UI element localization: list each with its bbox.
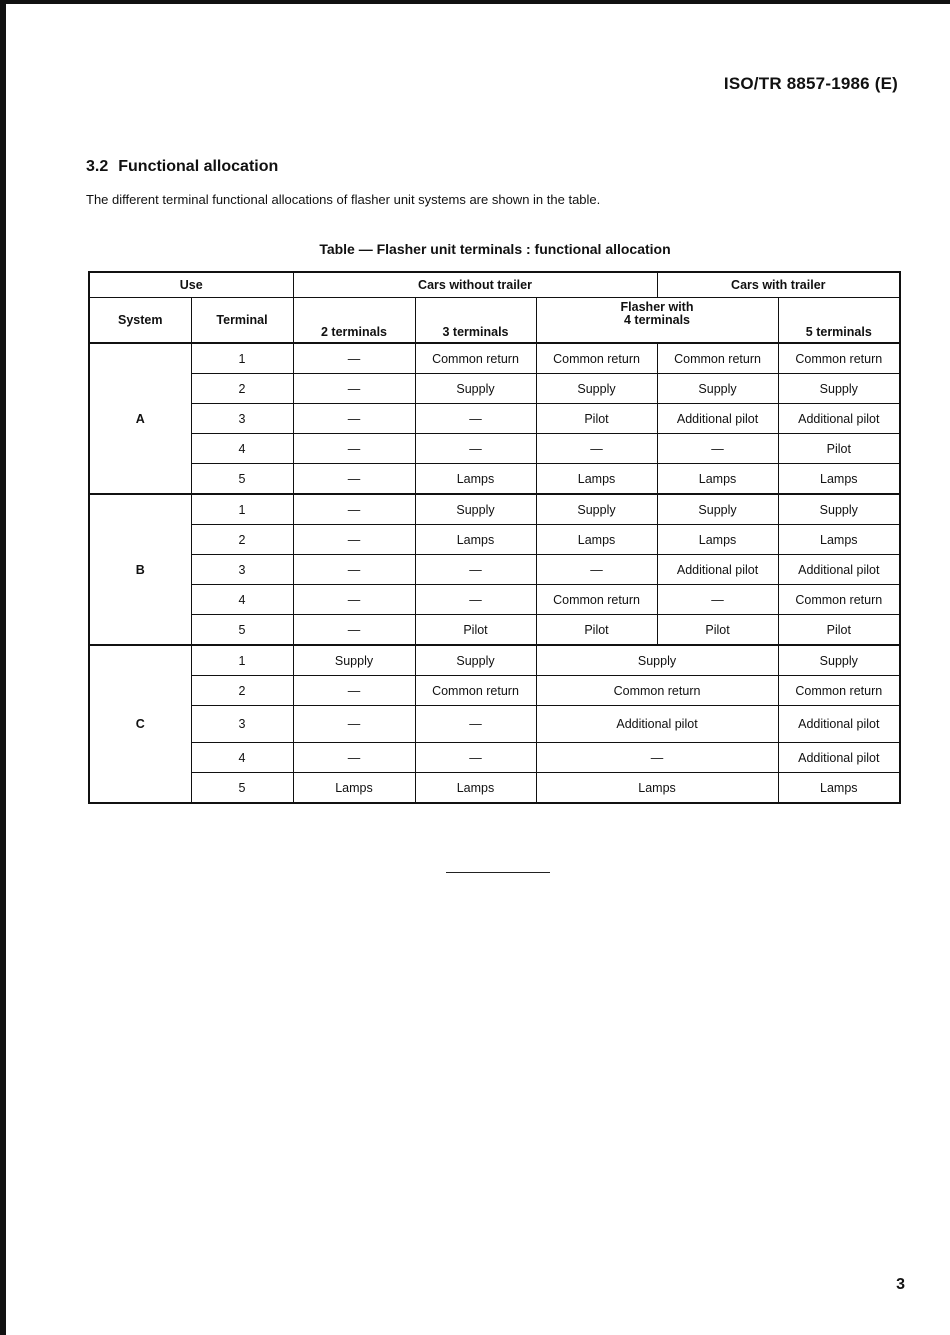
cell-4-terminals-a: Supply bbox=[536, 374, 657, 404]
cell-5-terminals: Common return bbox=[778, 343, 900, 374]
intro-paragraph: The different terminal functional allocations of flasher unit systems are shown in the table. bbox=[86, 192, 601, 207]
scan-edge-top bbox=[0, 0, 950, 4]
cell-2-terminals: — bbox=[293, 555, 415, 585]
table-row bbox=[89, 404, 900, 434]
cell-2-terminals: — bbox=[293, 343, 415, 374]
cell-terminal: 3 bbox=[191, 555, 293, 585]
cell-3-terminals: Common return bbox=[415, 343, 536, 374]
cell-3-terminals: — bbox=[415, 706, 536, 743]
allocation-table bbox=[88, 271, 901, 804]
cell-2-terminals: — bbox=[293, 676, 415, 706]
table-row bbox=[89, 585, 900, 615]
cell-4-terminals: Lamps bbox=[536, 773, 778, 804]
cell-3-terminals: — bbox=[415, 585, 536, 615]
cell-3-terminals: Supply bbox=[415, 645, 536, 676]
cell-4-terminals-b: Additional pilot bbox=[657, 555, 778, 585]
cell-terminal: 4 bbox=[191, 585, 293, 615]
header-cars-with-trailer: Cars with trailer bbox=[657, 272, 900, 298]
header-2-terminals: 2 terminals bbox=[293, 298, 415, 344]
cell-4-terminals-b: Lamps bbox=[657, 464, 778, 495]
cell-5-terminals: Common return bbox=[778, 676, 900, 706]
cell-4-terminals-b: Common return bbox=[657, 343, 778, 374]
cell-3-terminals: — bbox=[415, 555, 536, 585]
cell-2-terminals: — bbox=[293, 615, 415, 646]
cell-2-terminals: — bbox=[293, 404, 415, 434]
cell-4-terminals-a: — bbox=[536, 555, 657, 585]
table-caption: Table — Flasher unit terminals : functional allocation bbox=[319, 241, 671, 257]
cell-2-terminals: — bbox=[293, 525, 415, 555]
table-row bbox=[89, 555, 900, 585]
cell-5-terminals: Additional pilot bbox=[778, 743, 900, 773]
cell-terminal: 4 bbox=[191, 434, 293, 464]
cell-3-terminals: — bbox=[415, 743, 536, 773]
header-flasher-4-terminals bbox=[536, 298, 778, 344]
system-label: C bbox=[89, 645, 191, 803]
end-rule bbox=[446, 872, 550, 873]
cell-5-terminals: Additional pilot bbox=[778, 404, 900, 434]
header-4-terminals: 4 terminals bbox=[624, 313, 691, 327]
table-row bbox=[89, 706, 900, 743]
cell-4-terminals-b: — bbox=[657, 434, 778, 464]
table-row bbox=[89, 615, 900, 646]
system-label: A bbox=[89, 343, 191, 494]
cell-2-terminals: — bbox=[293, 706, 415, 743]
table-row bbox=[89, 464, 900, 495]
document-id: ISO/TR 8857-1986 (E) bbox=[723, 74, 898, 93]
table-row bbox=[89, 773, 900, 804]
header-system: System bbox=[89, 298, 191, 344]
table-header-row-1 bbox=[89, 272, 900, 298]
cell-terminal: 1 bbox=[191, 645, 293, 676]
cell-terminal: 2 bbox=[191, 525, 293, 555]
cell-3-terminals: Common return bbox=[415, 676, 536, 706]
cell-terminal: 1 bbox=[191, 343, 293, 374]
cell-5-terminals: Additional pilot bbox=[778, 555, 900, 585]
cell-2-terminals: Supply bbox=[293, 645, 415, 676]
section-title: Functional allocation bbox=[118, 158, 279, 175]
cell-4-terminals: Supply bbox=[536, 645, 778, 676]
header-cars-without-trailer: Cars without trailer bbox=[293, 272, 657, 298]
cell-terminal: 2 bbox=[191, 676, 293, 706]
cell-4-terminals-a: Common return bbox=[536, 585, 657, 615]
header-use: Use bbox=[89, 272, 293, 298]
header-terminal: Terminal bbox=[191, 298, 293, 344]
table-row bbox=[89, 743, 900, 773]
table-row bbox=[89, 676, 900, 706]
cell-4-terminals-a: Supply bbox=[536, 494, 657, 525]
cell-2-terminals: Lamps bbox=[293, 773, 415, 804]
cell-4-terminals-b: Lamps bbox=[657, 525, 778, 555]
cell-3-terminals: Lamps bbox=[415, 773, 536, 804]
cell-3-terminals: — bbox=[415, 404, 536, 434]
cell-2-terminals: — bbox=[293, 494, 415, 525]
cell-3-terminals: Lamps bbox=[415, 525, 536, 555]
cell-2-terminals: — bbox=[293, 585, 415, 615]
cell-3-terminals: Supply bbox=[415, 374, 536, 404]
cell-4-terminals-b: Supply bbox=[657, 374, 778, 404]
cell-5-terminals: Pilot bbox=[778, 615, 900, 646]
cell-5-terminals: Common return bbox=[778, 585, 900, 615]
scan-edge-left bbox=[0, 0, 6, 1335]
table-row bbox=[89, 374, 900, 404]
section-heading bbox=[86, 158, 278, 176]
cell-4-terminals-a: Common return bbox=[536, 343, 657, 374]
table-row bbox=[89, 494, 900, 525]
table-row bbox=[89, 645, 900, 676]
cell-3-terminals: Pilot bbox=[415, 615, 536, 646]
section-number: 3.2 bbox=[86, 158, 109, 175]
cell-4-terminals: Additional pilot bbox=[536, 706, 778, 743]
table-row bbox=[89, 434, 900, 464]
cell-5-terminals: Additional pilot bbox=[778, 706, 900, 743]
cell-4-terminals-a: Pilot bbox=[536, 404, 657, 434]
cell-3-terminals: — bbox=[415, 434, 536, 464]
cell-terminal: 5 bbox=[191, 464, 293, 495]
table-row bbox=[89, 525, 900, 555]
header-flasher-with: Flasher with bbox=[620, 300, 694, 314]
cell-4-terminals-a: — bbox=[536, 434, 657, 464]
cell-4-terminals-b: Pilot bbox=[657, 615, 778, 646]
cell-terminal: 2 bbox=[191, 374, 293, 404]
cell-2-terminals: — bbox=[293, 374, 415, 404]
cell-4-terminals-b: Additional pilot bbox=[657, 404, 778, 434]
cell-4-terminals: — bbox=[536, 743, 778, 773]
cell-2-terminals: — bbox=[293, 464, 415, 495]
cell-2-terminals: — bbox=[293, 743, 415, 773]
cell-5-terminals: Supply bbox=[778, 494, 900, 525]
cell-4-terminals-a: Lamps bbox=[536, 464, 657, 495]
cell-5-terminals: Supply bbox=[778, 645, 900, 676]
cell-3-terminals: Lamps bbox=[415, 464, 536, 495]
cell-terminal: 4 bbox=[191, 743, 293, 773]
cell-4-terminals: Common return bbox=[536, 676, 778, 706]
cell-terminal: 5 bbox=[191, 773, 293, 804]
cell-terminal: 1 bbox=[191, 494, 293, 525]
cell-5-terminals: Pilot bbox=[778, 434, 900, 464]
table-header-row-2 bbox=[89, 298, 900, 344]
cell-5-terminals: Supply bbox=[778, 374, 900, 404]
table-row bbox=[89, 343, 900, 374]
cell-4-terminals-a: Lamps bbox=[536, 525, 657, 555]
cell-4-terminals-a: Pilot bbox=[536, 615, 657, 646]
cell-5-terminals: Lamps bbox=[778, 464, 900, 495]
header-5-terminals: 5 terminals bbox=[778, 298, 900, 344]
cell-terminal: 5 bbox=[191, 615, 293, 646]
cell-5-terminals: Lamps bbox=[778, 773, 900, 804]
cell-4-terminals-b: Supply bbox=[657, 494, 778, 525]
cell-5-terminals: Lamps bbox=[778, 525, 900, 555]
page-number: 3 bbox=[896, 1276, 905, 1293]
header-3-terminals: 3 terminals bbox=[415, 298, 536, 344]
cell-4-terminals-b: — bbox=[657, 585, 778, 615]
cell-terminal: 3 bbox=[191, 706, 293, 743]
cell-terminal: 3 bbox=[191, 404, 293, 434]
cell-3-terminals: Supply bbox=[415, 494, 536, 525]
cell-2-terminals: — bbox=[293, 434, 415, 464]
system-label: B bbox=[89, 494, 191, 645]
